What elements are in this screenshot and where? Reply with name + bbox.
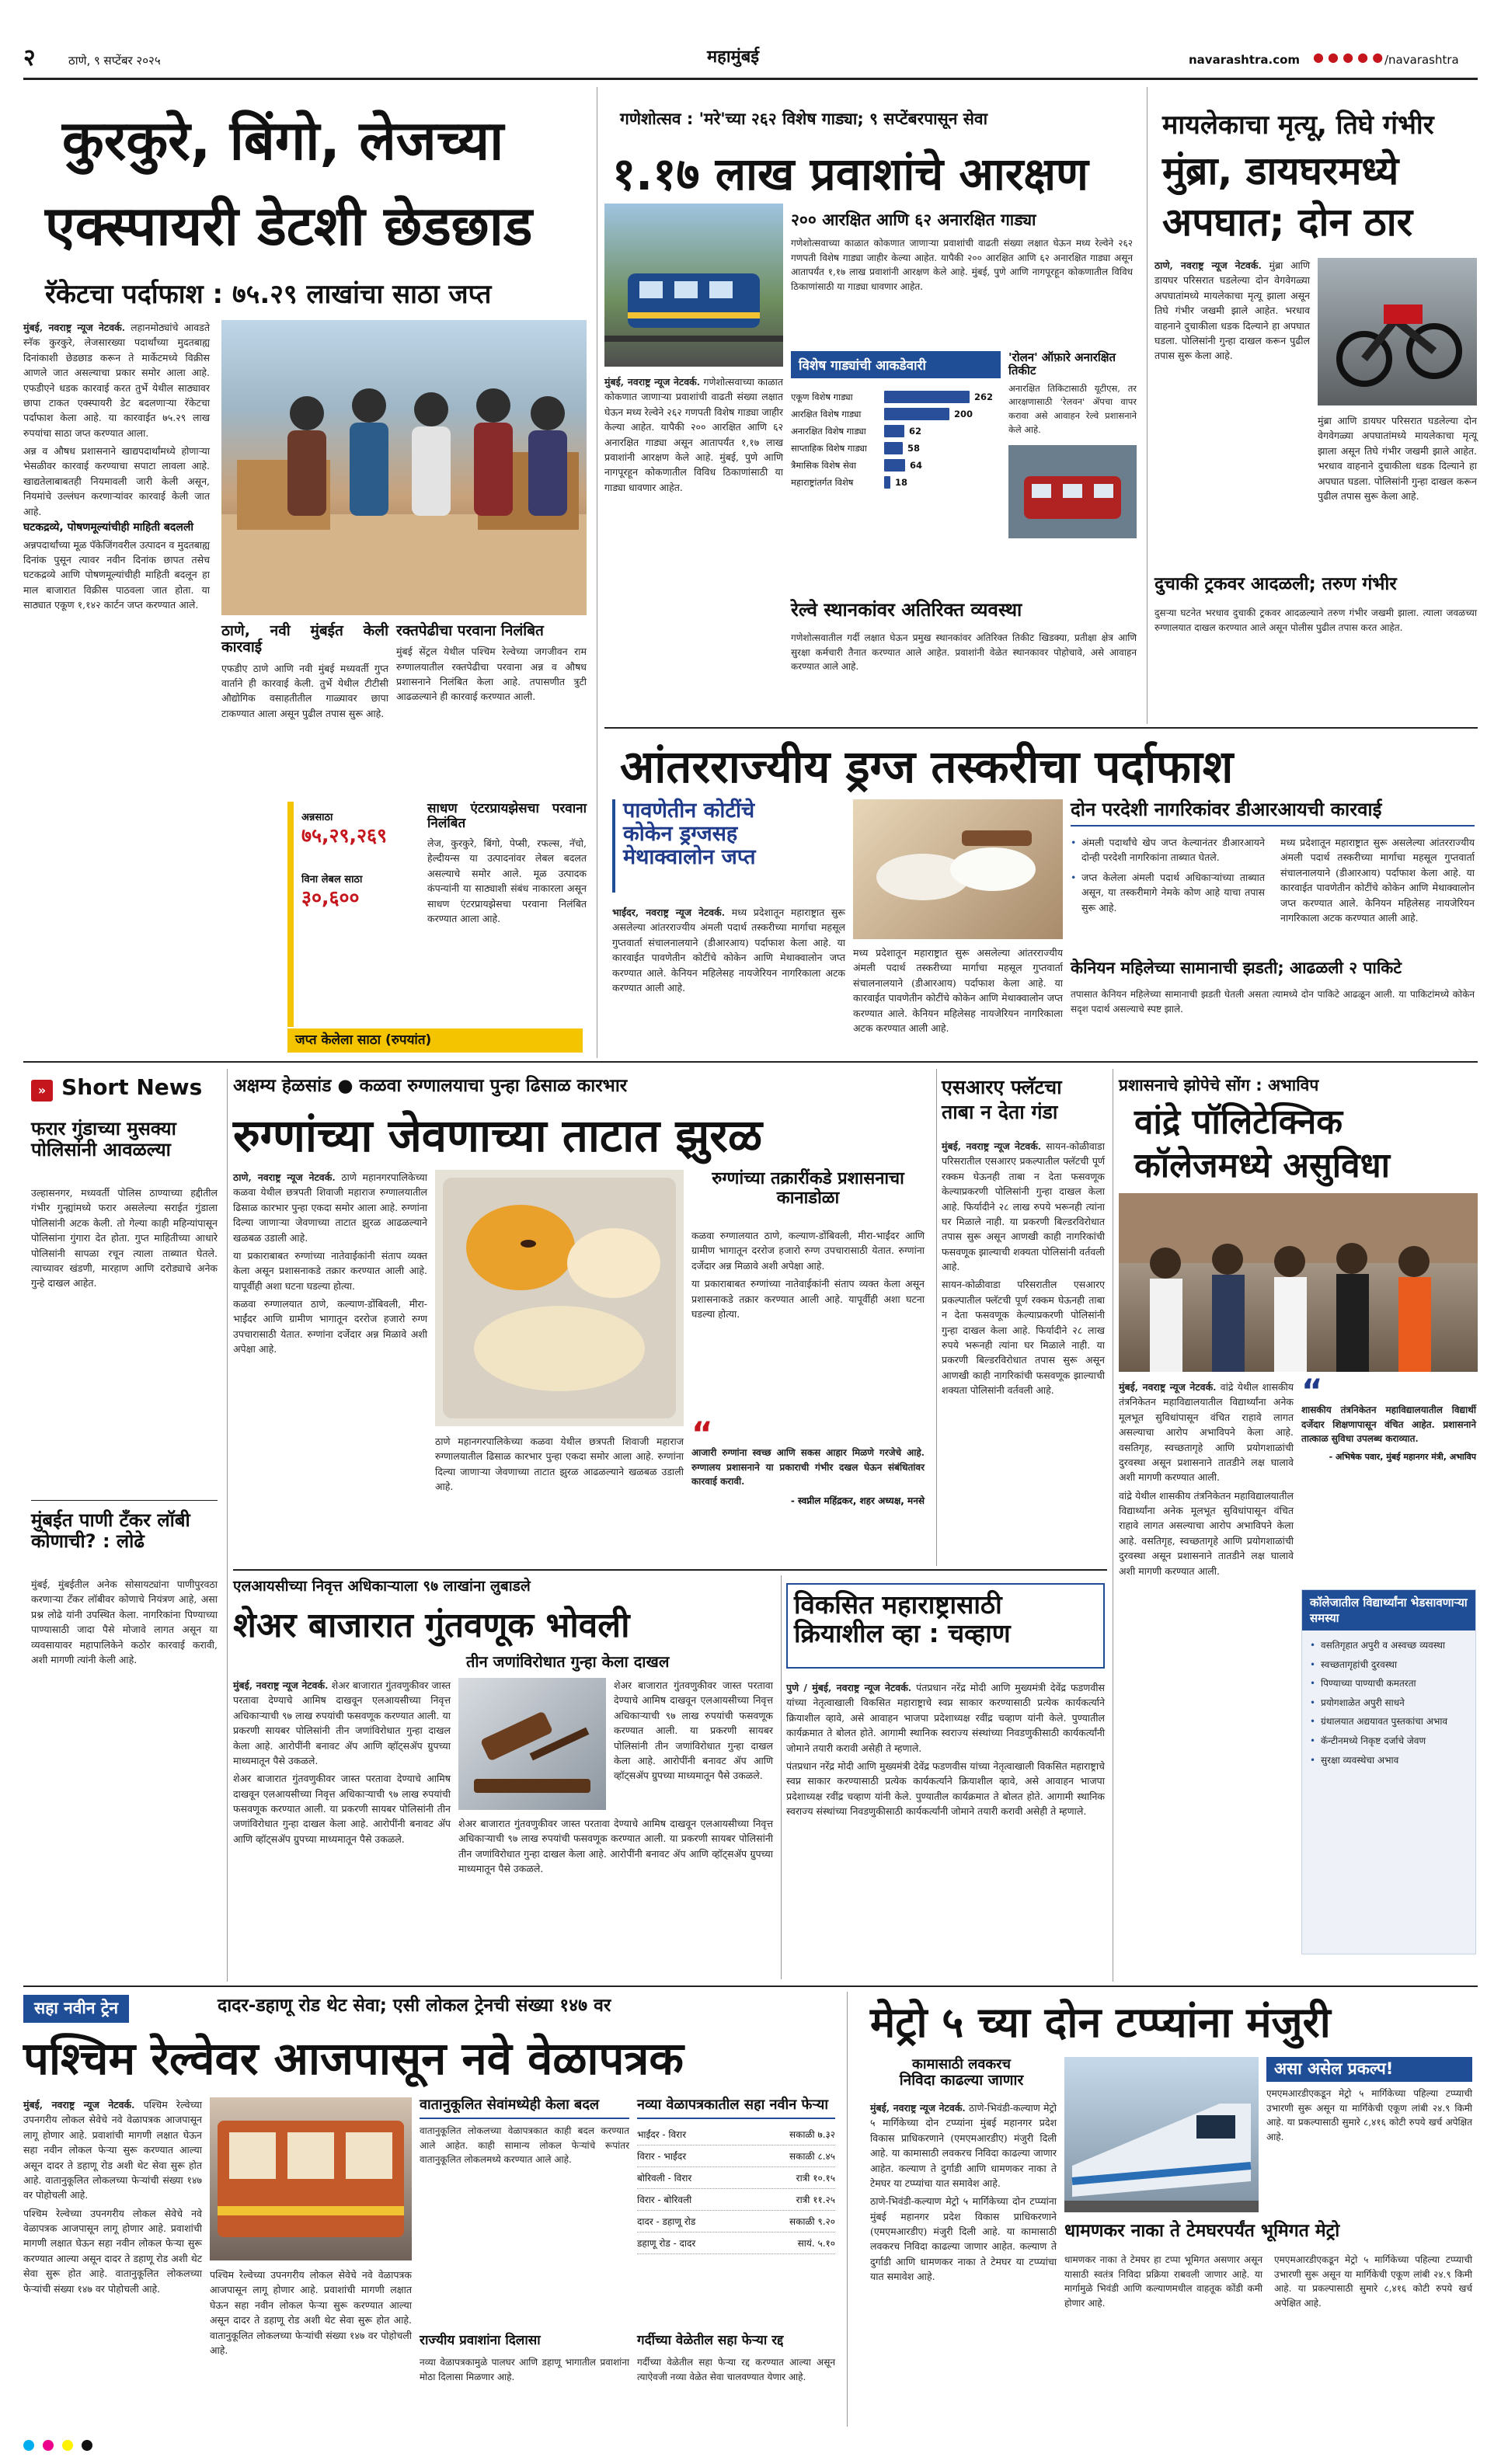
article-column-2 xyxy=(221,623,388,724)
article-column xyxy=(870,2100,1057,2288)
short-news-sidebar xyxy=(23,1069,221,1982)
headline-line2: कॉलेजमध्ये असुविधा xyxy=(1134,1146,1391,1185)
body: ठाणे-भिवंडी-कल्याण मेट्रो ५ मार्गिकेच्या दोन टप्प्यांना मुंबई महानगर प्रदेश विकास प्राधिकरणाने (एमएमआरडीए) मंजुरी दिली आहे. या कामासाठी लवकरच निविदा काढल्या जाणार आहेत. कल्याण ते दुर्गाडी आणि धामणकर नाका ते टेमघर या टप्प्यांचा यात समावेश आहे. xyxy=(870,2102,1057,2189)
tag: सहा नवीन ट्रेन xyxy=(23,1995,129,2023)
body: सायन-कोळीवाडा परिसरातील एसआरए प्रकल्पातील फ्लॅटची पूर्ण रक्कम घेऊनही ताबा न देता फसवणूक केल्याप्रकरणी पोलिसांनी गुन्हा दाखल केला आहे. फिर्यादीने २८ लाख रुपये भरूनही त्यांना घर मिळाले नाही. या प्रकरणी बिल्डरविरोधात तपास सुरू असून आणखी काही नागरिकांची फसवणूक झाल्याची शक्यता पोलिसांनी वर्तवली आहे. xyxy=(942,1279,1105,1396)
brand-label: Short News xyxy=(61,1074,203,1100)
kicker: अक्षम्य हेळसांड ● कळवा रुग्णालयाचा पुन्हा ढिसाळ कारभार xyxy=(233,1076,628,1096)
headline-line2: क्रियाशील व्हा : चव्हाण xyxy=(794,1617,1011,1648)
chart-bar xyxy=(884,476,890,489)
rail-photo xyxy=(1008,445,1137,538)
article-column xyxy=(786,1680,1105,1822)
chart-value-label: 262 xyxy=(974,392,994,402)
article-column xyxy=(233,1170,427,1360)
quote-icon: “ xyxy=(1301,1372,1323,1410)
story-bandra-polytechnic xyxy=(1119,1069,1478,1982)
body: मुंबई सेंट्रल येथील पश्चिम रेल्वेच्या जगजीवन राम रुग्णालयातील रक्तपेढीचा परवाना अन्न व औषध प्रशासनाने निलंबित केला आहे. तपासणीत त्रुटी आढळल्याने ही कारवाई करण्यात आली. xyxy=(396,646,587,703)
time-cell: सकाळी ९.२० xyxy=(789,2216,835,2228)
body: मध्य प्रदेशातून महाराष्ट्रात सुरू असलेल्या आंतरराज्यीय अंमली पदार्थ तस्करीच्या मार्गाचा महसूल गुप्तवार्ता संचालनालयाने (डीआरआय) पर्दाफाश केला आहे. या कारवाईत पावणेतीन कोटींचे कोकेन आणि मेथाक्वालोन जप्त करण्यात आले. केनियन महिलेसह नायजेरियन नागरिकाला अटक करण्यात आली आहे. xyxy=(1280,837,1475,924)
article-column-3 xyxy=(396,623,587,708)
body: ठाणे-भिवंडी-कल्याण मेट्रो ५ मार्गिकेच्या दोन टप्प्यांना मुंबई महानगर प्रदेश विकास प्राधिकरणाने (एमएमआरडीए) मंजुरी दिली आहे. या कामासाठी लवकरच निविदा काढल्या जाणार आहेत. कल्याण ते दुर्गाडी आणि धामणकर नाका ते टेमघर या टप्प्यांचा यात समावेश आहे. xyxy=(870,2195,1057,2283)
rolon-body: अनारक्षित तिकिटासाठी यूटीएस, तर आरक्षणासाठी 'रेलवन' ॲपचा वापर करावा असे आवाहन रेल्वे प्रशासनाने केले आहे. xyxy=(1008,382,1137,436)
body: लेज, कुरकुरे, बिंगो, पेप्सी, रफल्स, नॅचो, हेल्दीयन्स या उत्पादनांवर लेबल बदलत असल्याचे समोर आले. मूळ उत्पादक कंपन्यांनी या साठ्याशी संबंध नाकारला असून साधण एंटरप्रायझेसचा परवाना निलंबित करण्यात आला आहे. xyxy=(427,837,587,924)
headline-line2: एक्स्पायरी डेटशी छेडछाड xyxy=(45,194,533,258)
chart-title: विशेष गाड्यांची आकडेवारी xyxy=(791,351,1001,378)
students-group-illustration xyxy=(1119,1193,1478,1372)
issues-box xyxy=(1301,1589,1476,1954)
intro xyxy=(791,236,1133,294)
table-row xyxy=(637,2124,835,2146)
kicker: एलआयसीच्या निवृत्त अधिकाऱ्याला ९७ लाखांना लुबाडले xyxy=(233,1578,531,1595)
relief-head: राज्यीय प्रवाशांना दिलासा xyxy=(420,2333,541,2348)
chart-rows xyxy=(791,378,1001,489)
print-registration-marks xyxy=(23,2439,1478,2455)
dateline: मुंबई, नवराष्ट्र न्यूज नेटवर्क. xyxy=(942,1140,1042,1152)
headline: १.१७ लाख प्रवाशांचे आरक्षण xyxy=(612,148,1088,200)
article-column-3 xyxy=(435,1434,684,1498)
headline-line2: ताबा न देता गंडा xyxy=(942,1101,1058,1123)
bullet: • अंमली पदार्थांचे खेप जप्त केल्यानंतर डीआरआयने दोन्ही परदेशी नागरिकांना ताब्यात घेतले. xyxy=(1071,835,1265,865)
chart-category-label: महाराष्ट्रांतर्गत विशेष xyxy=(791,476,854,488)
story-kalwa-hospital xyxy=(233,1069,932,1566)
body: पश्चिम रेल्वेच्या उपनगरीय लोकल सेवेचे नवे वेळापत्रक आजपासून लागू होणार आहे. प्रवाशांची मागणी लक्षात घेऊन सहा नवीन लोकल फेऱ्या सुरू करण्यात आल्या असून दादर ते डहाणू रोड अशी थेट सेवा सुरू होत आहे. वातानुकूलित लोकलच्या फेऱ्यांची संख्या १४७ वर पोहोचली आहे. xyxy=(210,2269,412,2356)
body: एफडीए ठाणे आणि नवी मुंबई मध्यवर्ती गुप्त वार्ताने ही कारवाई केली. तुर्भे येथील टीटीसी औद्योगिक वसाहतीतील गाळ्यावर छापा टाकण्यात आला असून पुढील तपास सुरू आहे. xyxy=(221,662,388,719)
chart-value-label: 64 xyxy=(910,460,923,471)
subhead: साधण एंटरप्रायझेसचा परवाना निलंबित xyxy=(427,801,587,832)
article-column xyxy=(23,2097,202,2299)
body: या प्रकाराबाबत रुग्णांच्या नातेवाईकांनी संताप व्यक्त केला असून प्रशासनाकडे तक्रार करण्यात आली आहे. यापूर्वीही अशा घटना घडल्या होत्या. xyxy=(691,1278,925,1320)
route-cell: दादर - डहाणू रोड xyxy=(637,2216,696,2228)
subhead: केनियन महिलेच्या सामानाची झडती; आढळली २ पाकिटे xyxy=(1071,959,1402,977)
stat-label: अन्नसाठा xyxy=(301,812,333,823)
body: कळवा रुग्णालयात ठाणे, कल्याण-डोंबिवली, मीरा-भाईंदर आणि ग्रामीण भागातून दररोज हजारो रुग्ण उपचारासाठी येतात. रुग्णांना दर्जेदार अन्न मिळावे अशी अपेक्षा आहे. xyxy=(691,1230,925,1272)
section-rule xyxy=(233,1569,1107,1571)
sub-body: गणेशोत्सवातील गर्दी लक्षात घेऊन प्रमुख स्थानकांवर अतिरिक्त तिकीट खिडक्या, प्रतीक्षा क्षेत्र आणि सुरक्षा कर्मचारी तैनात करण्यात आले आहेत. प्रवाशांनी वेळेत स्थानकावर पोहोचावे, असे आवाहन करण्यात आले आहे. xyxy=(791,632,1137,673)
bullet: • जप्त केलेला अंमली पदार्थ अधिकाऱ्यांच्या ताब्यात असून, या तस्करीमागे नेमके कोण आहे याचा तपास सुरू आहे. xyxy=(1071,870,1265,915)
special-trains-chart xyxy=(791,351,1001,584)
route-cell: भाईंदर - विरार xyxy=(637,2129,687,2141)
chart-row xyxy=(791,476,1001,489)
sub-body-2: एमएमआरडीएकडून मेट्रो ५ मार्गिकेच्या पहिल्या टप्प्याची उभारणी सुरू असून या मार्गिकेची एकूण लांबी २४.९ किमी आहे. या प्रकल्पासाठी सुमारे ८,४१६ कोटी रुपये खर्च अपेक्षित आहे. xyxy=(1274,2254,1472,2309)
chart-row xyxy=(791,425,1001,437)
deck: मेथाक्वालोन जप्त xyxy=(623,845,756,870)
time-cell: सकाळी ७.३२ xyxy=(789,2129,835,2141)
chart-category-label: आरक्षित विशेष गाड्या xyxy=(791,408,862,419)
relief-body: नव्या वेळापत्रकामुळे पालघर आणि डहाणू भागातील प्रवाशांना मोठा दिलासा मिळणार आहे. xyxy=(420,2357,629,2382)
chart-row xyxy=(791,391,1001,403)
headline: शेअर बाजारात गुंतवणूक भोवली xyxy=(233,1606,630,1645)
stat-caption: जप्त केलेला साठा (रुपयांत) xyxy=(287,1028,583,1053)
chart-bar xyxy=(884,408,949,420)
body: पंतप्रधान नरेंद्र मोदी आणि मुख्यमंत्री देवेंद्र फडणवीस यांच्या नेतृत्वाखाली विकसित महाराष्ट्राचे स्वप्न साकार करण्यासाठी प्रत्येक कार्यकर्त्याने क्रियाशील व्हावे, असे आवाहन भाजपा प्रदेशाध्यक्ष रवींद्र चव्हाण यांनी केले. पुण्यातील कार्यक्रमात ते बोलत होते. आगामी स्थानिक स्वराज्य संस्थांच्या निवडणुकीसाठी कार्यकर्त्यांनी जोमाने तयारी करावी असेही ते म्हणाले. xyxy=(786,1759,1105,1817)
story-metro-5 xyxy=(855,1992,1478,2427)
article-column-2 xyxy=(210,2267,412,2361)
section-rule xyxy=(23,1985,1478,1987)
story-sra-flat xyxy=(942,1069,1109,1566)
headline: विकसित महाराष्ट्रासाठी xyxy=(794,1589,1002,1620)
project-body: एमएमआरडीएकडून मेट्रो ५ मार्गिकेच्या पहिल्या टप्प्याची उभारणी सुरू असून या मार्गिकेची एकूण लांबी २४.९ किमी आहे. या प्रकल्पासाठी सुमारे ८,४१६ कोटी रुपये खर्च अपेक्षित आहे. xyxy=(1266,2088,1472,2142)
kicker: दादर-डहाणू रोड थेट सेवा; एसी लोकल ट्रेनची संख्या १४७ वर xyxy=(218,1996,611,2016)
route-cell: विरार - बोरिवली xyxy=(637,2194,692,2206)
sub-body: तपासात केनियन महिलेच्या सामानाची झडती घेतली असता त्यामध्ये दोन पाकिटे आढळून आली. या पाकिटांमध्ये कोकेन सदृश पदार्थ असल्याचे स्पष्ट झाले. xyxy=(1071,989,1475,1014)
article-column-right xyxy=(1280,835,1475,928)
dateline: मुंबई, नवराष्ट्र न्यूज नेटवर्क. xyxy=(604,376,701,388)
body: मुंब्रा आणि डायघर परिसरात घडलेल्या दोन वेगवेगळ्या अपघातांमध्ये मायलेकाचा मृत्यू झाला असून तिघे गंभीर जखमी झाले आहेत. भरधाव वाहनाने दुचाकीला धडक दिल्याने हा अपघात घडला. पोलिसांनी गुन्हा दाखल करून पुढील तपास सुरू केला आहे. xyxy=(1318,415,1477,502)
chart-bar xyxy=(884,391,970,403)
chart-value-label: 200 xyxy=(954,409,973,419)
issue-item: • ग्रंथालयात अद्ययावत पुस्तकांचा अभाव xyxy=(1310,1714,1468,1729)
headline: आंतरराज्यीय ड्रग्ज तस्करीचा पर्दाफाश xyxy=(620,740,1234,793)
body: मध्य प्रदेशातून महाराष्ट्रात सुरू असलेल्या आंतरराज्यीय अंमली पदार्थ तस्करीच्या मार्गाचा महसूल गुप्तवार्ता संचालनालयाने (डीआरआय) पर्दाफाश केला आहे. या कारवाईत पावणेतीन कोटींचे कोकेन आणि मेथाक्वालोन जप्त करण्यात आले. केनियन महिलेसह नायजेरियन नागरिकाला अटक करण्यात आली आहे. xyxy=(853,947,1063,1034)
column-divider xyxy=(781,1575,782,1979)
short-headline: फरार गुंडाच्या मुसक्या पोलिसांनी आवळल्या xyxy=(31,1118,176,1161)
rolon-head: 'रोलन' ऑफ़ारे अनारक्षित तिकीट xyxy=(1008,350,1116,378)
body: ठाणे महानगरपालिकेच्या कळवा येथील छत्रपती शिवाजी महाराज रुग्णालयातील ढिसाळ कारभार पुन्हा एकदा समोर आला आहे. रुग्णांना दिल्या जाणाऱ्या जेवणाच्या ताटात झुरळ आढळल्याने खळबळ उडाली आहे. xyxy=(233,1171,427,1244)
chart-value-label: 58 xyxy=(907,443,921,454)
accident-photo xyxy=(1318,258,1477,405)
body: गणेशोत्सवाच्या काळात कोकणात जाणाऱ्या प्रवाशांची वाढती संख्या लक्षात घेऊन मध्य रेल्वेने २६२ गणपती विशेष गाड्या जाहीर केल्या आहेत. यापैकी २०० आरक्षित आणि ६२ अनारक्षित गाड्या असून आतापर्यंत १,१७ लाख प्रवाशांनी आरक्षण केले आहे. मुंबई, पुणे आणि नागपूरहून कोकणातील विविध ठिकाणांसाठी या गाड्या धावणार आहेत. xyxy=(604,376,783,493)
drug-bullets xyxy=(1071,835,1265,920)
body: शेअर बाजारात गुंतवणुकीवर जास्त परतावा देण्याचे आमिष दाखवून एलआयसीच्या निवृत्त अधिकाऱ्याची ९७ लाख रुपयांची फसवणूक करण्यात आली. या प्रकरणी सायबर पोलिसांनी तीन जणांविरोधात गुन्हा दाखल केला आहे. आरोपींनी बनावट ॲप आणि व्हॉट्सॲप ग्रुपच्या माध्यमातून पैसे उकळले. xyxy=(458,1818,773,1875)
body: शेअर बाजारात गुंतवणुकीवर जास्त परतावा देण्याचे आमिष दाखवून एलआयसीच्या निवृत्त अधिकाऱ्याची ९७ लाख रुपयांची फसवणूक करण्यात आली. या प्रकरणी सायबर पोलिसांनी तीन जणांविरोधात गुन्हा दाखल केला आहे. आरोपींनी बनावट ॲप आणि व्हॉट्सॲप ग्रुपच्या माध्यमातून पैसे उकळले. xyxy=(233,1773,451,1845)
quote-box xyxy=(691,1415,925,1554)
body: पश्चिम रेल्वेच्या उपनगरीय लोकल सेवेचे नवे वेळापत्रक आजपासून लागू होणार आहे. प्रवाशांची मागणी लक्षात घेऊन सहा नवीन लोकल फेऱ्या सुरू करण्यात आल्या असून दादर ते डहाणू रोड अशी थेट सेवा सुरू होत आहे. वातानुकूलित लोकलच्या फेऱ्यांची संख्या १४७ वर पोहोचली आहे. xyxy=(23,2207,202,2295)
quote-byline: - स्वप्नील महिंद्रकर, शहर अध्यक्ष, मनसे xyxy=(790,1495,925,1506)
time-cell: रात्री ११.२५ xyxy=(796,2194,835,2206)
crowd-head: गर्दीच्या वेळेतील सहा फेऱ्या रद्द xyxy=(637,2333,784,2348)
article-column-3 xyxy=(458,1816,773,1880)
section-rule xyxy=(23,1061,1478,1063)
article-column-4 xyxy=(427,802,587,929)
route-cell: डहाणू रोड - दादर xyxy=(637,2238,696,2250)
deck: २०० आरक्षित आणि ६२ अनारक्षित गाड्या xyxy=(791,211,1036,229)
right-head: दोन परदेशी नागरिकांवर डीआरआयची कारवाई xyxy=(1071,799,1475,827)
masthead xyxy=(23,40,1478,76)
article-column xyxy=(1119,1380,1294,1582)
ac-head: वातानुकूलित सेवांमध्येही केला बदल xyxy=(420,2097,629,2119)
body: शेअर बाजारात गुंतवणुकीवर जास्त परतावा देण्याचे आमिष दाखवून एलआयसीच्या निवृत्त अधिकाऱ्याची ९७ लाख रुपयांची फसवणूक करण्यात आली. या प्रकरणी सायबर पोलिसांनी तीन जणांविरोधात गुन्हा दाखल केला आहे. आरोपींनी बनावट ॲप आणि व्हॉट्सॲप ग्रुपच्या माध्यमातून पैसे उकळले. xyxy=(233,1679,451,1766)
stat-value: ७५,२९,२६९ xyxy=(301,824,387,847)
quote-text: शासकीय तंत्रनिकेतन महाविद्यालयातील विद्यार्थी दर्जेदार शिक्षणापासून वंचित आहेत. प्रशासनाने तात्काळ सुविधा उपलब्ध कराव्यात. xyxy=(1301,1404,1476,1445)
stat-value: ३०,६०० xyxy=(301,886,360,909)
issue-item: • स्वच्छतागृहांची दुरवस्था xyxy=(1310,1658,1468,1672)
masthead-rule xyxy=(23,78,1478,80)
table-row xyxy=(637,2146,835,2167)
chart-category-label: एकूण विशेष गाड्या xyxy=(791,391,853,402)
issue-item: • वसतिगृहात अपुरी व अस्वच्छ व्यवस्था xyxy=(1310,1638,1468,1653)
route-cell: बोरिवली - विरार xyxy=(637,2173,692,2184)
table-row xyxy=(637,2211,835,2233)
students-photo xyxy=(1119,1193,1478,1372)
section-rule xyxy=(604,727,1478,729)
short-headline: मुंबईत पाणी टँकर लॉबी कोणाची? : लोढे xyxy=(31,1509,190,1552)
social-icons: ● ● ● ● ● xyxy=(1313,50,1384,64)
deck: पावणेतीन कोटींचे xyxy=(623,799,755,823)
quote-box xyxy=(1301,1372,1476,1463)
gavel-icon xyxy=(458,1678,606,1810)
meal-plate-illustration xyxy=(435,1170,684,1426)
ac-body: वातानुकूलित लोकलच्या वेळापत्रकात काही बदल करण्यात आले आहेत. काही सामान्य लोकल फेऱ्यांचे रूपांतर वातानुकूलित लोकलमध्ये करण्यात आले आहे. xyxy=(420,2125,629,2166)
dateline: पुणे / मुंबई, नवराष्ट्र न्यूज नेटवर्क. xyxy=(786,1682,912,1693)
deck-box xyxy=(612,799,845,893)
chart-category-label: साप्ताहिक विशेष गाड्या xyxy=(791,442,867,454)
crowded-train-illustration xyxy=(210,2097,412,2260)
headline: मुंब्रा, डायघरमध्ये xyxy=(1162,148,1399,193)
local-train-photo xyxy=(210,2097,412,2260)
article-column xyxy=(604,374,783,498)
issues-head: कॉलेजातील विद्यार्थ्यांना भेडसावणाऱ्या समस्या xyxy=(1302,1590,1475,1630)
issue-item: • प्रयोगशाळेत अपुरी साधने xyxy=(1310,1696,1468,1711)
article-column-1 xyxy=(23,320,210,615)
article-column-2 xyxy=(1318,413,1477,506)
article-column xyxy=(612,905,845,998)
subhead: रेल्वे स्थानकांवर अतिरिक्त व्यवस्था xyxy=(791,599,1022,621)
article-column-2 xyxy=(853,945,1063,1039)
story-chavan xyxy=(786,1575,1109,1979)
dateline: ठाणे, नवराष्ट्र न्यूज नेटवर्क. xyxy=(1154,259,1262,271)
train-photo xyxy=(604,204,783,367)
section-title: महामुंबई xyxy=(707,47,760,67)
page-date: ठाणे, ९ सप्टेंबर २०२५ xyxy=(68,54,161,68)
social-handle: /navarashtra xyxy=(1384,53,1459,67)
column-divider xyxy=(1147,87,1148,724)
body: कळवा रुग्णालयात ठाणे, कल्याण-डोंबिवली, मीरा-भाईंदर आणि ग्रामीण भागातून दररोज हजारो रुग्ण उपचारासाठी येतात. रुग्णांना दर्जेदार अन्न मिळावे अशी अपेक्षा आहे. xyxy=(233,1298,427,1356)
stat-box xyxy=(287,802,420,1027)
short-body: मुंबई, मुंबईतील अनेक सोसायट्यांना पाणीपुरवठा करणाऱ्या टँकर लॉबीवर कोणाचे नियंत्रण आहे, असा प्रश्न लोढे यांनी उपस्थित केला. नागरिकांना पिण्याच्या पाण्यासाठी जादा पैसे मोजावे लागत असून या व्यवसायावर महापालिकेने कठोर कारवाई करावी, अशी मागणी त्यांनी केली आहे. xyxy=(31,1578,218,1665)
new-services-table xyxy=(637,2097,835,2330)
page-number: २ xyxy=(23,44,36,71)
train-illustration xyxy=(604,204,783,367)
body: लहानमोठ्यांचे आवडते स्नॅक कुरकुरे, लेजसारख्या पदार्थांच्या मुदतबाह्य दिनांकाशी छेडछाड करून ते मार्केटमध्ये विक्रीस आणले जात असल्याचा प्रकार समोर आला आहे. एफडीएने धडक कारवाई करत तुर्भे येथील साठ्यावर छापा टाकत एक्स्पायरी डेट बदलणाऱ्या रॅकेटचा पर्दाफाश केला आहे. या कारवाईत ७५.२९ लाख रुपयांचा साठा जप्त करण्यात आला. xyxy=(23,322,210,439)
table-rows xyxy=(637,2124,835,2254)
headline-box xyxy=(786,1583,1105,1669)
subhead: घटकद्रव्ये, पोषणमूल्यांचीही माहिती बदलली xyxy=(23,520,193,534)
headline-kicker: मायलेकाचा मृत्यू, तिघे गंभीर xyxy=(1162,110,1434,141)
dateline: मुंबई, नवराष्ट्र न्यूज नेटवर्क. xyxy=(233,1679,329,1691)
headline: रुग्णांच्या जेवणाच्या ताटात झुरळ xyxy=(233,1109,763,1162)
headline: पश्चिम रेल्वेवर आजपासून नवे वेळापत्रक xyxy=(23,2032,684,2085)
project-head: असा असेल प्रकल्प! xyxy=(1266,2057,1472,2082)
chart-bar xyxy=(884,459,905,472)
body: पश्चिम रेल्वेच्या उपनगरीय लोकल सेवेचे नवे वेळापत्रक आजपासून लागू होणार आहे. प्रवाशांची मागणी लक्षात घेऊन सहा नवीन लोकल फेऱ्या सुरू करण्यात आल्या असून दादर ते डहाणू रोड अशी थेट सेवा सुरू होत आहे. वातानुकूलित लोकलच्या फेऱ्यांची संख्या १४७ वर पोहोचली आहे. xyxy=(23,2099,202,2201)
body: पंतप्रधान नरेंद्र मोदी आणि मुख्यमंत्री देवेंद्र फडणवीस यांच्या नेतृत्वाखाली विकसित महाराष्ट्राचे स्वप्न साकार करण्यासाठी प्रत्येक कार्यकर्त्याने क्रियाशील व्हावे, असे आवाहन भाजपा प्रदेशाध्यक्ष रवींद्र चव्हाण यांनी केले. पुण्यातील कार्यक्रमात ते बोलत होते. आगामी स्थानिक स्वराज्य संस्थांच्या निवडणुकीसाठी कार्यकर्त्यांनी जोमाने तयारी करावी असेही ते म्हणाले. xyxy=(786,1682,1105,1754)
headline: कुरकुरे, बिंगो, लेजच्या xyxy=(62,109,504,172)
deck: निविदा काढल्या जाणार xyxy=(899,2072,1024,2090)
crowd-body: गर्दीच्या वेळेतील सहा फेऱ्या रद्द करण्यात आल्या असून त्याऐवजी नव्या वेळेत सेवा चालवण्यात येणार आहे. xyxy=(637,2357,835,2382)
headline: वांद्रे पॉलिटेक्निक xyxy=(1134,1102,1343,1142)
story-fda xyxy=(23,87,590,1058)
deck: कामासाठी लवकरच xyxy=(912,2056,1011,2072)
headline: मेट्रो ५ च्या दोन टप्प्यांना मंजुरी xyxy=(870,1998,1331,2047)
gavel-photo xyxy=(458,1678,606,1810)
stat-label: विना लेबल साठा xyxy=(301,874,363,886)
quote-icon: “ xyxy=(691,1415,713,1453)
short-news-brand xyxy=(31,1075,218,1106)
deck: रॅकेटचा पर्दाफाश : ७५.२९ लाखांचा साठा जप्त xyxy=(45,279,492,310)
body: ठाणे महानगरपालिकेच्या कळवा येथील छत्रपती शिवाजी महाराज रुग्णालयातील ढिसाळ कारभार पुन्हा एकदा समोर आला आहे. रुग्णांना दिल्या जाणाऱ्या जेवणाच्या ताटात झुरळ आढळल्याने खळबळ उडाली आहे. xyxy=(435,1436,684,1493)
chevron-right-icon: » xyxy=(31,1080,53,1101)
food-photo xyxy=(435,1170,684,1426)
body: गणेशोत्सवाच्या काळात कोकणात जाणाऱ्या प्रवाशांची वाढती संख्या लक्षात घेऊन मध्य रेल्वेने २६२ गणपती विशेष गाड्या जाहीर केल्या आहेत. यापैकी २०० आरक्षित आणि ६२ अनारक्षित गाड्या असून आतापर्यंत १,१७ लाख प्रवाशांनी आरक्षण केले आहे. मुंबई, पुणे आणि नागपूरहून कोकणातील विविध ठिकाणांसाठी या गाड्या धावणार आहेत. xyxy=(791,238,1133,292)
divider xyxy=(31,1500,218,1501)
body: शेअर बाजारात गुंतवणुकीवर जास्त परतावा देण्याचे आमिष दाखवून एलआयसीच्या निवृत्त अधिकाऱ्याची ९७ लाख रुपयांची फसवणूक करण्यात आली. या प्रकरणी सायबर पोलिसांनी तीन जणांविरोधात गुन्हा दाखल केला आहे. आरोपींनी बनावट ॲप आणि व्हॉट्सॲप ग्रुपच्या माध्यमातून पैसे उकळले. xyxy=(614,1679,773,1782)
body: या प्रकाराबाबत रुग्णांच्या नातेवाईकांनी संताप व्यक्त केला असून प्रशासनाकडे तक्रार करण्यात आली आहे. यापूर्वीही अशा घटना घडल्या होत्या. xyxy=(233,1249,427,1292)
time-cell: सकाळी ८.४५ xyxy=(789,2151,835,2163)
quote-byline: - अभिषेक पवार, मुंबई महानगर मंत्री, अभाविप xyxy=(1329,1451,1476,1462)
chart-row xyxy=(791,459,1001,472)
drug-packets-illustration xyxy=(853,799,1063,939)
side-head: रुग्णांच्या तक्रारींकडे प्रशासनाचा कानाडोळा xyxy=(712,1169,904,1208)
article-column xyxy=(1154,258,1310,367)
subhead: रक्तपेढीचा परवाना निलंबित xyxy=(396,622,544,639)
issue-item: • सुरक्षा व्यवस्थेचा अभाव xyxy=(1310,1753,1468,1768)
rolon-box xyxy=(1008,351,1137,584)
site-url[interactable]: navarashtra.com xyxy=(1189,53,1301,67)
issues-list xyxy=(1302,1630,1475,1780)
headline-line2: अपघात; दोन ठार xyxy=(1162,200,1413,245)
bike-illustration xyxy=(1318,258,1477,405)
subhead: दुचाकी ट्रकवर आदळली; तरुण गंभीर xyxy=(1154,574,1397,594)
kicker: गणेशोत्सव : 'मरे'च्या २६२ विशेष गाड्या; ९ सप्टेंबरपासून सेवा xyxy=(620,110,988,128)
column-divider xyxy=(227,1069,228,1982)
table-head: नव्या वेळापत्रकातील सहा नवीन फेऱ्या xyxy=(637,2097,835,2119)
body: वांद्रे येथील शासकीय तंत्रनिकेतन महाविद्यालयातील विद्यार्थ्यांना अनेक मूलभूत सुविधांपासून वंचित राहावे लागत असल्याचा आरोप अभाविपने केला आहे. वसतिगृह, स्वच्छतागृहे आणि प्रयोगशाळांची दुरवस्था असून प्रशासनाने तातडीने लक्ष घालावे अशी मागणी करण्यात आली. xyxy=(1119,1489,1294,1577)
table-row xyxy=(637,2233,835,2254)
article-column xyxy=(233,1678,451,1850)
drugs-photo xyxy=(853,799,1063,939)
raid-photo xyxy=(221,320,587,615)
body: अन्नपदार्थांच्या मूळ पॅकेजिंगवरील उत्पादन व मुदतबाह्य दिनांक पुसून त्यावर नवीन दिनांक छापत तसेच घटकद्रव्ये आणि पोषणमूल्यांचीही माहिती बदलून हा माल बाजारात विक्रीस पाठवला जात होता. या साठ्यात एकूण १,१४२ कार्टन जप्त करण्यात आले. xyxy=(23,538,210,611)
article-column-2 xyxy=(614,1678,773,1787)
deck: तीन जणांविरोधात गुन्हा केला दाखल xyxy=(466,1652,670,1671)
chart-bar xyxy=(884,442,903,454)
issue-item: • पिण्याच्या पाण्याची कमतरता xyxy=(1310,1676,1468,1691)
route-cell: विरार - भाईंदर xyxy=(637,2151,687,2163)
table-row xyxy=(637,2167,835,2189)
metro-photo xyxy=(1064,2057,1259,2212)
story-ganesh-trains xyxy=(604,87,1141,724)
table-row xyxy=(637,2189,835,2211)
article-column-2 xyxy=(691,1228,925,1324)
body: वांद्रे येथील शासकीय तंत्रनिकेतन महाविद्यालयातील विद्यार्थ्यांना अनेक मूलभूत सुविधांपासून वंचित राहावे लागत असल्याचा आरोप अभाविपने केला आहे. वसतिगृह, स्वच्छतागृहे आणि प्रयोगशाळांची दुरवस्था असून प्रशासनाने तातडीने लक्ष घालावे अशी मागणी करण्यात आली. xyxy=(1119,1381,1294,1484)
chart-value-label: 18 xyxy=(895,477,908,488)
column-divider xyxy=(847,1992,848,2427)
story-lic-share-fraud xyxy=(233,1575,777,1979)
body: सायन-कोळीवाडा परिसरातील एसआरए प्रकल्पातील फ्लॅटची पूर्ण रक्कम घेऊनही ताबा न देता फसवणूक केल्याप्रकरणी पोलिसांनी गुन्हा दाखल केला आहे. फिर्यादीने २८ लाख रुपये भरूनही त्यांना घर मिळाले नाही. या प्रकरणी बिल्डरविरोधात तपास सुरू असून आणखी काही नागरिकांची फसवणूक झाल्याची शक्यता पोलिसांनी वर्तवली आहे. xyxy=(942,1140,1105,1272)
story-mumbra-accident xyxy=(1154,87,1481,724)
story-western-railway xyxy=(23,1992,839,2427)
short-body: उल्हासनगर, मध्यवर्ती पोलिस ठाण्याच्या हद्दीतील गंभीर गुन्ह्यांमध्ये फरार असलेल्या सराईत गुंडाला पोलिसांनी अटक केली. तो गेल्या काही महिन्यांपासून पोलिसांना गुंगारा देत होता. गुप्त माहितीच्या आधारे पोलिसांनी सापळा रचून त्याला ताब्यात घेतले. त्याच्यावर खंडणी, मारहाण आणि दरोड्याचे अनेक गुन्हे दाखल आहेत. xyxy=(31,1187,218,1289)
chart-row xyxy=(791,408,1001,420)
issue-item: • कॅन्टीनमध्ये निकृष्ट दर्जाचे जेवण xyxy=(1310,1734,1468,1749)
chart-category-label: त्रैमासिक विशेष सेवा xyxy=(791,459,857,471)
chart-bar xyxy=(884,425,904,437)
deck: कोकेन ड्रग्जसह xyxy=(623,822,738,847)
body: मुंब्रा आणि डायघर परिसरात घडलेल्या दोन वेगवेगळ्या अपघातांमध्ये मायलेकाचा मृत्यू झाला असून तिघे गंभीर जखमी झाले आहेत. भरधाव वाहनाने दुचाकीला धडक दिल्याने हा अपघात घडला. पोलिसांनी गुन्हा दाखल करून पुढील तपास सुरू केला आहे. xyxy=(1154,259,1311,362)
story-drugs xyxy=(604,734,1478,1053)
subhead: धामणकर नाका ते टेमघरपर्यंत भूमिगत मेट्रो xyxy=(1064,2221,1340,2241)
ac-box xyxy=(420,2097,629,2330)
body: अन्न व औषध प्रशासनाने खाद्यपदार्थांमध्ये होणाऱ्या भेसळीवर कारवाई करण्याचा सपाटा लावला आहे. खाद्यतेलाबाबतही नियमावली जारी केली असून, नियमांचे उल्लंघन करणाऱ्यांवर कारवाई केली जात आहे. xyxy=(23,445,210,517)
time-cell: सायं. ५.१० xyxy=(797,2238,835,2250)
dateline: मुंबई, नवराष्ट्र न्यूज नेटवर्क. xyxy=(23,2099,135,2111)
dateline: ठाणे, नवराष्ट्र न्यूज नेटवर्क. xyxy=(233,1171,336,1183)
dateline: मुंबई, नवराष्ट्र न्यूज नेटवर्क. xyxy=(1119,1381,1217,1393)
kicker: प्रशासनाचे झोपेचे सोंग : अभाविप xyxy=(1119,1076,1319,1095)
quote-text: आजारी रुग्णांना स्वच्छ आणि सकस आहार मिळणे गरजेचे आहे. रुग्णालय प्रशासनाने या प्रकाराची गंभीर दखल घेऊन संबंधितांवर कारवाई करावी. xyxy=(691,1447,925,1488)
subhead: ठाणे, नवी मुंबईत केली कारवाई xyxy=(221,622,388,656)
headline: एसआरए फ्लॅटचा xyxy=(942,1076,1062,1098)
deck-box xyxy=(870,2057,1053,2089)
dateline: भाईंदर, नवराष्ट्र न्यूज नेटवर्क. xyxy=(612,907,726,918)
chart-value-label: 62 xyxy=(909,426,922,437)
column-divider xyxy=(936,1069,937,1566)
officials-group-illustration xyxy=(221,320,587,615)
body: मध्य प्रदेशातून महाराष्ट्रात सुरू असलेल्या आंतरराज्यीय अंमली पदार्थ तस्करीच्या मार्गाचा महसूल गुप्तवार्ता संचालनालयाने (डीआरआय) पर्दाफाश केला आहे. या कारवाईत पावणेतीन कोटींचे कोकेन आणि मेथाक्वालोन जप्त करण्यात आले. केनियन महिलेसह नायजेरियन नागरिकाला अटक करण्यात आली आहे. xyxy=(612,907,845,994)
sub-body-1: धामणकर नाका ते टेमघर हा टप्पा भूमिगत असणार असून यासाठी स्वतंत्र निविदा प्रक्रिया राबवली जाणार आहे. या मार्गामुळे भिवंडी आणि कल्याणमधील वाहतूक कोंडी कमी होणार आहे. xyxy=(1064,2254,1262,2309)
dateline: मुंबई, नवराष्ट्र न्यूज नेटवर्क. xyxy=(23,322,126,333)
time-cell: रात्री १०.१५ xyxy=(796,2173,835,2184)
sub-body: दुसऱ्या घटनेत भरधाव दुचाकी ट्रकवर आदळल्याने तरुण गंभीर जखमी झाला. त्याला जवळच्या रुग्णालयात दाखल करण्यात आले असून पोलीस पुढील तपास करत आहेत. xyxy=(1154,607,1477,633)
metro-train-illustration xyxy=(1064,2057,1259,2212)
article-column xyxy=(942,1139,1105,1401)
chart-row xyxy=(791,442,1001,454)
chart-category-label: अनारक्षित विशेष गाड्या xyxy=(791,425,866,437)
dateline: मुंबई, नवराष्ट्र न्यूज नेटवर्क. xyxy=(870,2102,966,2114)
